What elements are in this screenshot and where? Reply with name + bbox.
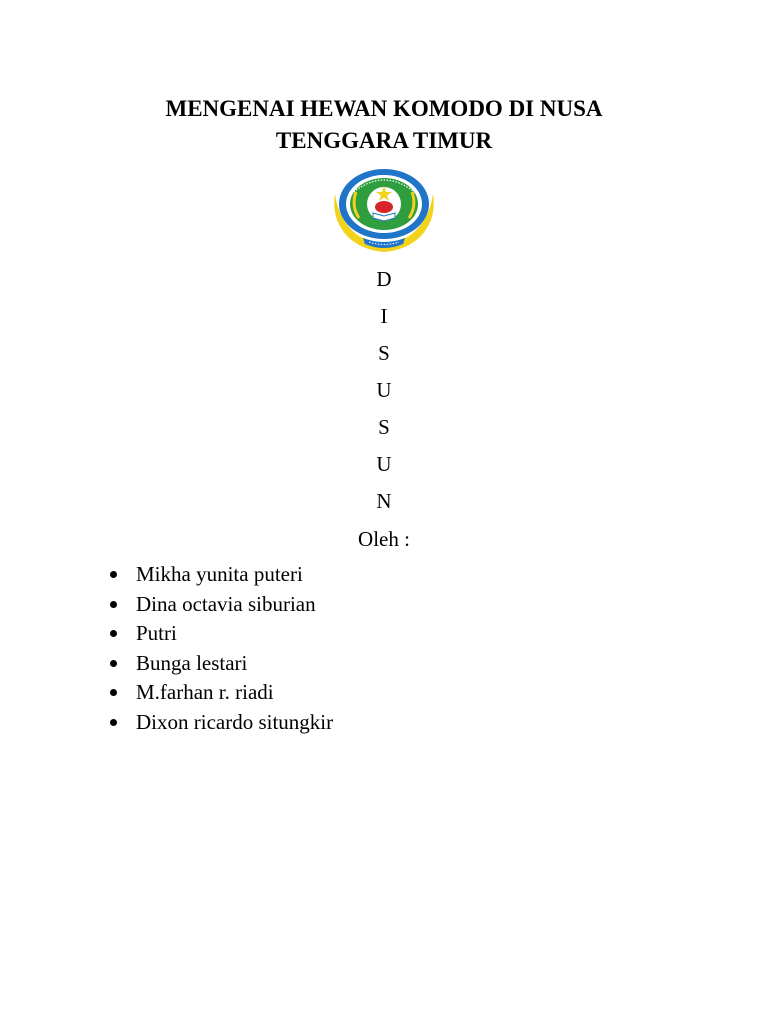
vertical-letter: U	[376, 452, 392, 476]
list-item	[104, 560, 333, 590]
author-name: Dina octavia siburian	[136, 591, 316, 616]
school-emblem-logo	[329, 166, 439, 258]
vertical-letter: U	[376, 378, 392, 402]
vertical-word	[0, 263, 768, 522]
author-name: Bunga lestari	[136, 650, 248, 675]
byline: Oleh :	[358, 527, 410, 551]
bullet-icon	[110, 571, 117, 578]
vertical-letter: D	[376, 267, 392, 291]
title-line-1: MENGENAI HEWAN KOMODO DI NUSA	[165, 96, 603, 121]
vertical-letter: I	[380, 304, 388, 328]
list-item	[104, 708, 333, 738]
list-item	[104, 678, 333, 708]
vertical-letter: S	[378, 415, 390, 439]
bullet-icon	[110, 689, 117, 696]
vertical-letter: S	[378, 341, 390, 365]
page-title	[0, 93, 768, 157]
author-list	[104, 560, 333, 737]
list-item	[104, 590, 333, 620]
list-item	[104, 649, 333, 679]
bullet-icon	[110, 601, 117, 608]
bullet-icon	[110, 719, 117, 726]
author-name: Mikha yunita puteri	[136, 562, 303, 586]
author-name: Putri	[136, 621, 177, 645]
author-name: M.farhan r. riadi	[136, 680, 274, 704]
list-item	[104, 619, 333, 649]
vertical-letter: N	[376, 489, 392, 513]
author-name: Dixon ricardo situngkir	[136, 709, 334, 734]
bullet-icon	[110, 630, 117, 637]
title-line-2: TENGGARA TIMUR	[275, 128, 493, 153]
bullet-icon	[110, 660, 117, 667]
